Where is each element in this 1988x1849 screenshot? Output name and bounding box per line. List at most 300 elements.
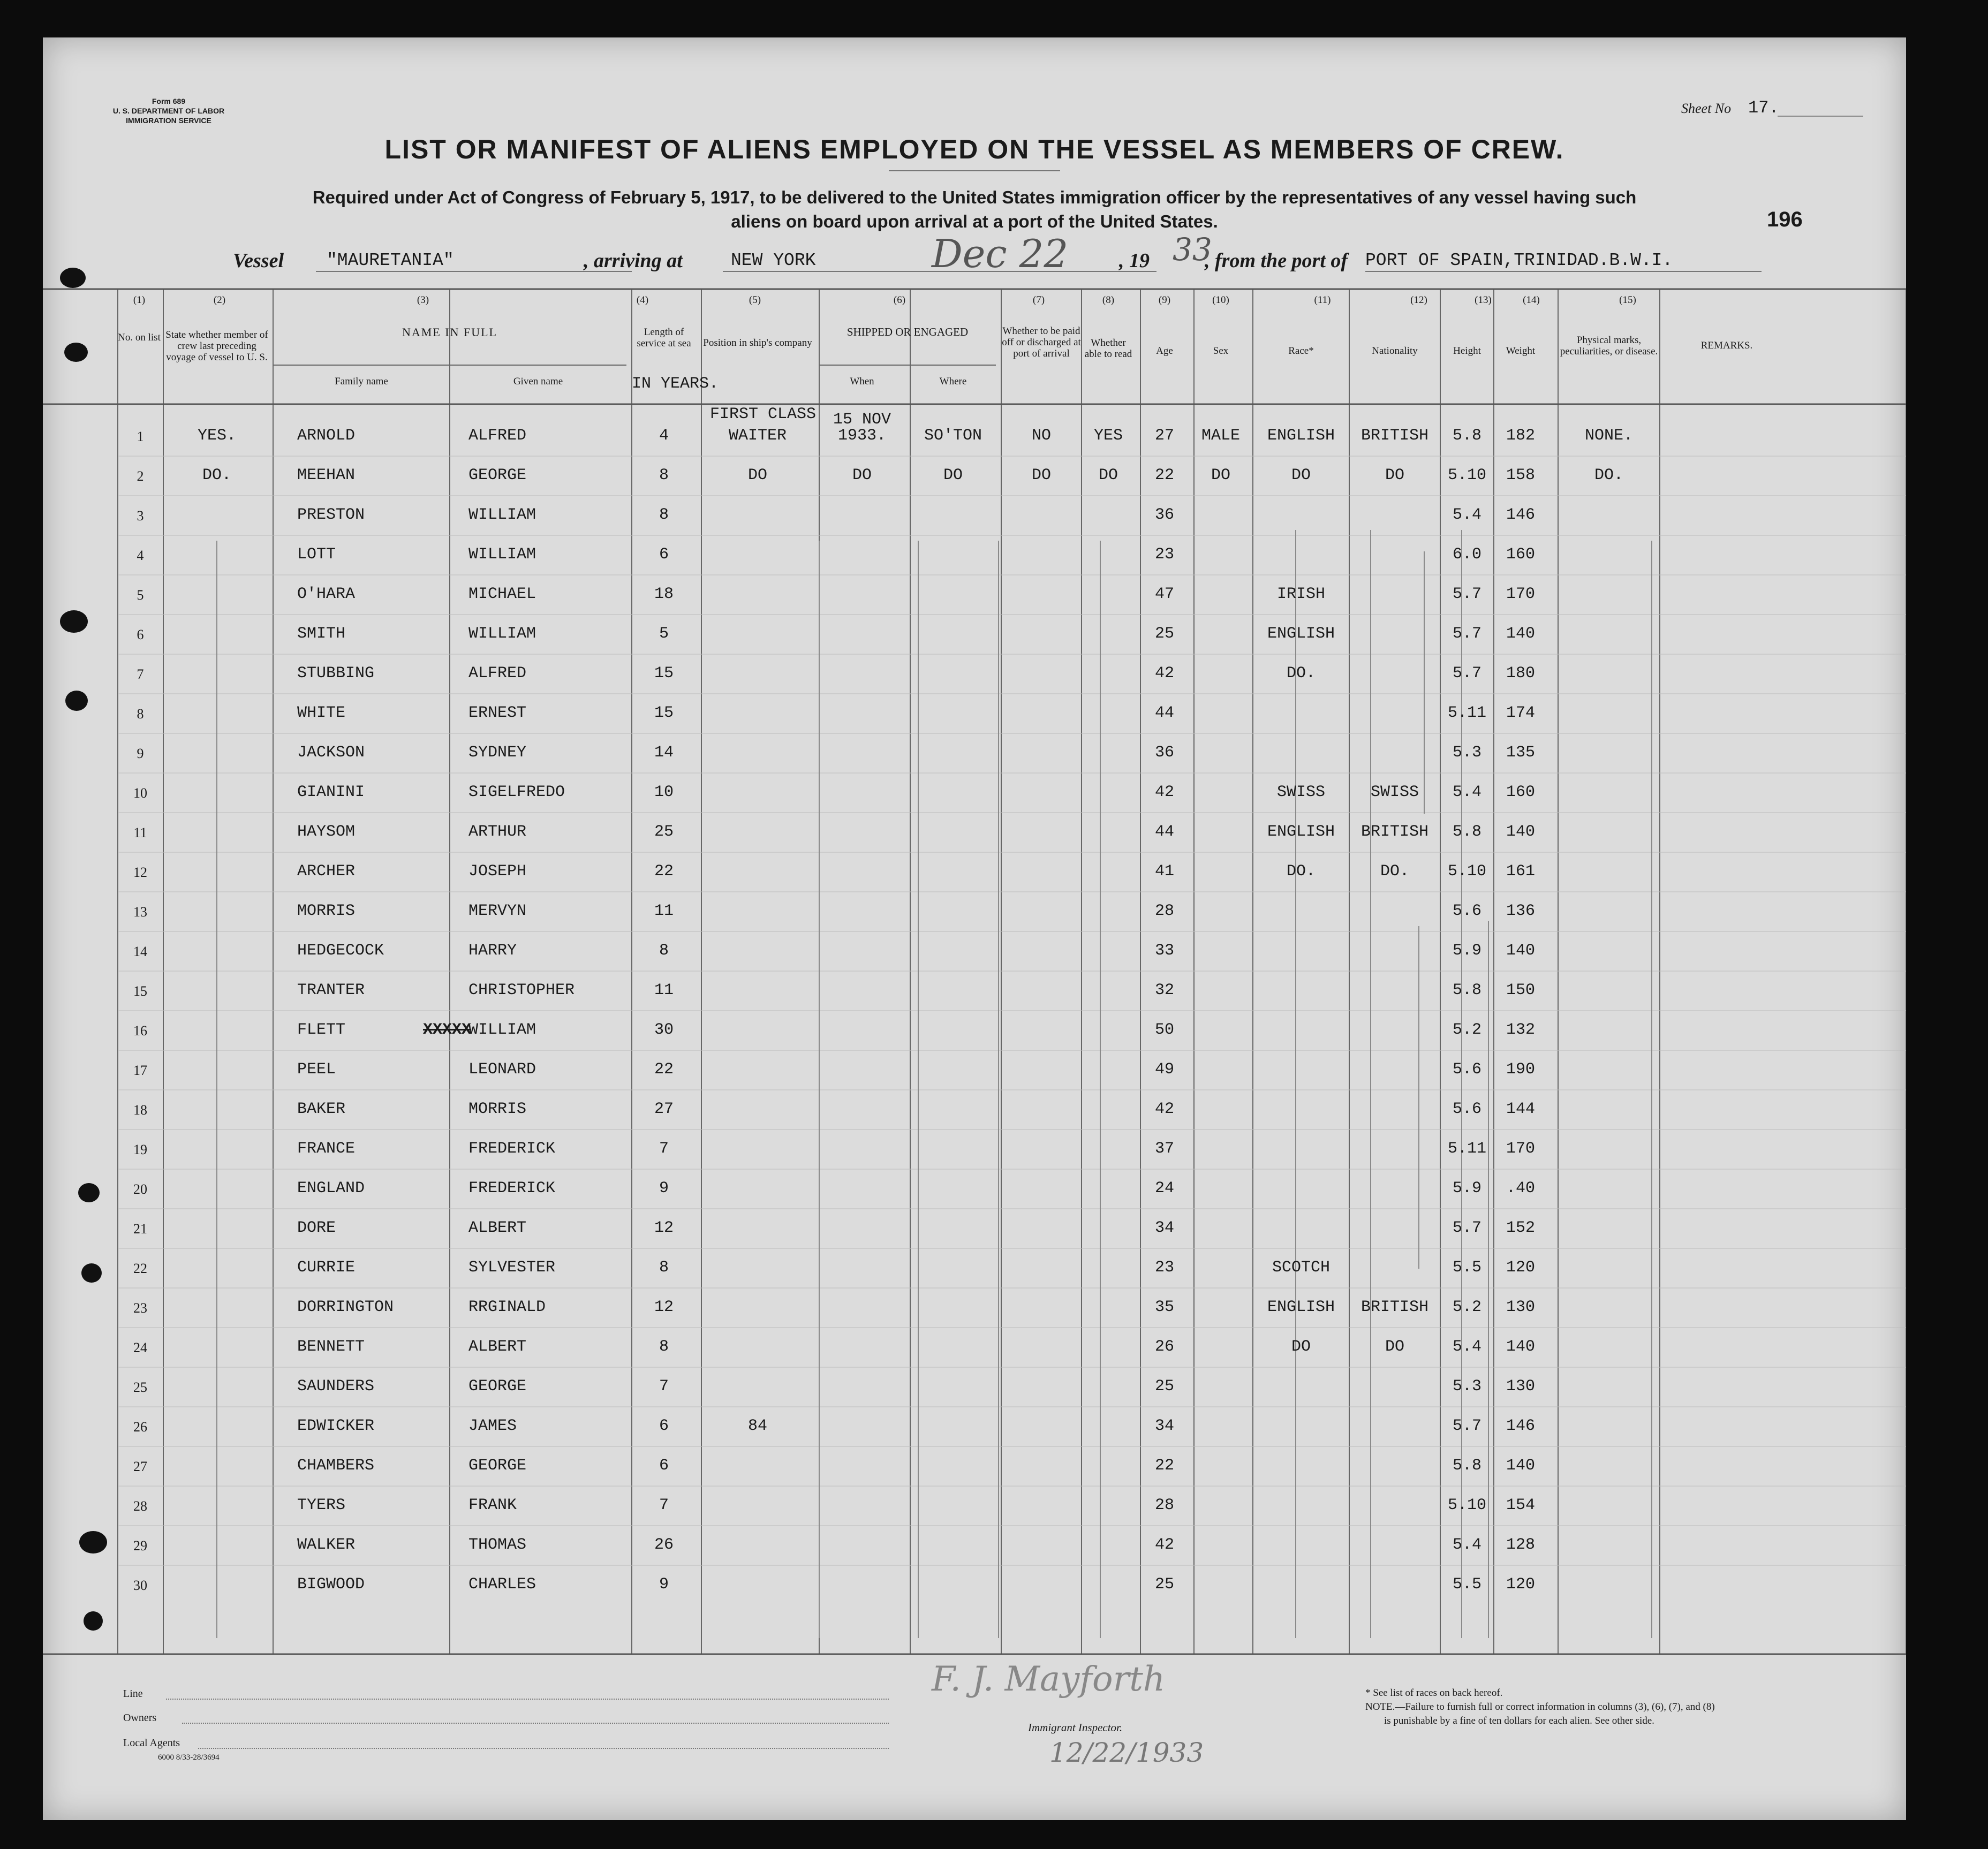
position: FIRST CLASS — [709, 405, 817, 423]
family-name: HEDGECOCK — [297, 942, 384, 960]
department-name: U. S. DEPARTMENT OF LABOR — [112, 107, 225, 115]
row-number: 8 — [137, 706, 144, 722]
length-of-service: 8 — [659, 1259, 669, 1277]
header-able-to-read: Whether able to read — [1084, 337, 1132, 360]
form-number: Form 689 — [152, 97, 186, 105]
row-number: 29 — [133, 1538, 147, 1554]
given-name: MERVYN — [468, 902, 527, 920]
row-number: 28 — [133, 1498, 147, 1514]
length-of-service: 8 — [659, 942, 669, 960]
nationality: BRITISH — [1360, 823, 1429, 841]
weight: 140 — [1506, 823, 1535, 841]
age: 36 — [1154, 506, 1174, 524]
weight: 170 — [1506, 585, 1535, 603]
weight: 190 — [1506, 1060, 1535, 1079]
row-number: 1 — [137, 429, 144, 444]
note-races: * See list of races on back hereof. — [1365, 1687, 1503, 1699]
header-length-of-service: Length of service at sea — [637, 327, 691, 349]
given-name: WILLIAM — [468, 545, 536, 564]
weight: 161 — [1506, 862, 1535, 881]
weight: 158 — [1506, 466, 1535, 484]
height: 5.4 — [1452, 506, 1481, 524]
vessel-name: "MAURETANIA" — [327, 251, 454, 270]
sheet-number-label: Sheet No — [1681, 101, 1732, 116]
weight: 180 — [1506, 664, 1535, 683]
header-no-on-list: No. on list — [118, 332, 161, 343]
shipped-when: 15 NOV — [833, 411, 891, 429]
family-name: FLETT — [297, 1021, 346, 1039]
race: DO. — [1286, 664, 1316, 683]
weight: 182 — [1506, 427, 1535, 445]
row-number: 22 — [133, 1261, 147, 1276]
year-prefix: , 19 — [1119, 249, 1150, 272]
row-number: 10 — [133, 785, 147, 801]
length-of-service: 11 — [654, 902, 674, 920]
race: DO. — [1286, 862, 1316, 881]
length-of-service: 5 — [659, 625, 669, 643]
length-of-service: 12 — [654, 1298, 674, 1316]
given-name: RRGINALD — [468, 1298, 546, 1316]
height: 5.8 — [1452, 1457, 1481, 1475]
age: 33 — [1154, 942, 1174, 960]
col-num-5: (5) — [749, 294, 761, 306]
length-of-service: 6 — [659, 1457, 669, 1475]
height: 5.5 — [1452, 1259, 1481, 1277]
height: 5.4 — [1452, 1338, 1481, 1356]
col-num-7: (7) — [1032, 294, 1045, 306]
weight: 152 — [1506, 1219, 1535, 1237]
col-num-1: (1) — [133, 294, 146, 306]
age: 25 — [1154, 1575, 1174, 1594]
given-name: CHRISTOPHER — [468, 981, 575, 999]
footer-owners-rule — [182, 1723, 889, 1724]
header-name-in-full: NAME IN FULL — [402, 325, 497, 339]
age: 42 — [1154, 1536, 1174, 1554]
footer-owners-label: Owners — [123, 1712, 157, 1724]
given-name: WILLIAM — [468, 625, 536, 643]
age: 49 — [1154, 1060, 1174, 1079]
col-num-4: (4) — [636, 294, 649, 306]
given-name: ALFRED — [468, 664, 527, 683]
height: 5.10 — [1447, 862, 1486, 881]
height: 5.7 — [1452, 1417, 1481, 1435]
footer-agents-rule — [198, 1748, 889, 1749]
nationality: DO. — [1380, 862, 1409, 881]
family-name: BIGWOOD — [297, 1575, 365, 1594]
weight: 146 — [1506, 1417, 1535, 1435]
family-name: CHAMBERS — [297, 1457, 375, 1475]
given-name: GEORGE — [468, 1457, 527, 1475]
weight: 136 — [1506, 902, 1535, 920]
row-number: 3 — [137, 508, 144, 524]
from-port-label: , from the port of — [1205, 249, 1348, 272]
header-state-whether: State whether member of crew last preceding voyage of vessel to U. S. — [165, 329, 268, 363]
subtitle-line-1: Required under Act of Congress of February 5, 1917, to be delivered to the United States immigration officer by the representatives of any vessel having such — [312, 187, 1637, 207]
length-unit-label: IN YEARS. — [632, 375, 719, 393]
given-name: SYLVESTER — [468, 1259, 556, 1277]
col-num-2: (2) — [213, 294, 226, 306]
weight: 120 — [1506, 1575, 1535, 1594]
given-name: ALBERT — [468, 1338, 527, 1356]
family-name: CURRIE — [297, 1259, 356, 1277]
age: 44 — [1154, 704, 1174, 722]
weight: 130 — [1506, 1298, 1535, 1316]
state-whether-value: DO. — [202, 466, 231, 484]
weight: 174 — [1506, 704, 1535, 722]
row-number: 17 — [133, 1063, 147, 1078]
family-name: STUBBING — [297, 664, 375, 683]
form-header — [102, 96, 236, 125]
row-number: 27 — [133, 1459, 147, 1474]
height: 5.8 — [1452, 981, 1481, 999]
age: 26 — [1154, 1338, 1174, 1356]
age: 23 — [1154, 545, 1174, 564]
family-name: DORE — [297, 1219, 336, 1237]
row-number: 6 — [137, 627, 144, 642]
header-position: Position in ship's company — [703, 337, 812, 348]
sheet-number-underline — [1778, 116, 1863, 117]
inspector-label: Immigrant Inspector. — [1028, 1721, 1123, 1734]
shipped-when: 1933. — [837, 427, 886, 445]
manifest-title: LIST OR MANIFEST OF ALIENS EMPLOYED ON THE VESSEL AS MEMBERS OF CREW. — [384, 134, 1564, 164]
row-number: 18 — [133, 1102, 147, 1118]
height: 5.8 — [1452, 427, 1481, 445]
given-name: JOSEPH — [468, 862, 527, 881]
age: 23 — [1154, 1259, 1174, 1277]
inspector-date: 12/22/1933 — [1049, 1737, 1204, 1768]
given-name: FRANK — [468, 1496, 517, 1514]
given-name: CHARLES — [468, 1575, 536, 1594]
age: 25 — [1154, 1377, 1174, 1396]
weight: 154 — [1506, 1496, 1535, 1514]
height: 5.2 — [1452, 1298, 1481, 1316]
length-of-service: 14 — [654, 744, 674, 762]
height: 6.0 — [1452, 545, 1481, 564]
header-nationality: Nationality — [1372, 345, 1418, 357]
header-weight: Weight — [1506, 345, 1536, 357]
family-name: ARNOLD — [297, 427, 356, 445]
binder-hole — [65, 691, 88, 711]
length-of-service: 9 — [659, 1575, 669, 1594]
height: 5.7 — [1452, 625, 1481, 643]
weight: 120 — [1506, 1259, 1535, 1277]
given-name: MICHAEL — [468, 585, 536, 603]
length-of-service: 6 — [659, 1417, 669, 1435]
row-number: 20 — [133, 1181, 147, 1197]
nationality: BRITISH — [1360, 1298, 1429, 1316]
weight: 135 — [1506, 744, 1535, 762]
height: 5.7 — [1452, 664, 1481, 683]
weight: 160 — [1506, 783, 1535, 801]
header-race: Race* — [1288, 345, 1314, 357]
age: 27 — [1154, 427, 1174, 445]
length-of-service: 8 — [659, 506, 669, 524]
col-num-9: (9) — [1158, 294, 1171, 306]
note-line-1: NOTE.—Failure to furnish full or correct information in columns (3), (6), (7), and (8) — [1365, 1701, 1715, 1712]
row-number: 7 — [137, 666, 144, 682]
row-number: 16 — [133, 1023, 147, 1039]
height: 5.9 — [1452, 1179, 1481, 1198]
binder-hole — [64, 343, 88, 362]
family-name: TYERS — [297, 1496, 346, 1514]
age: 34 — [1154, 1417, 1174, 1435]
title-rule — [889, 170, 1060, 171]
age: 22 — [1154, 1457, 1174, 1475]
given-name: JAMES — [468, 1417, 517, 1435]
header-paid-off: Whether to be paid off or discharged at port of arrival — [1002, 325, 1081, 359]
note-line-2: is punishable by a fine of ten dollars for each alien. See other side. — [1384, 1715, 1654, 1726]
family-name: O'HARA — [297, 585, 356, 603]
height: 5.6 — [1452, 902, 1481, 920]
family-name: BAKER — [297, 1100, 346, 1118]
binder-hole — [84, 1611, 103, 1631]
race: ENGLISH — [1267, 823, 1335, 841]
given-name: THOMAS — [468, 1536, 527, 1554]
age: 28 — [1154, 902, 1174, 920]
family-name: WHITE — [297, 704, 346, 722]
height: 5.4 — [1452, 783, 1481, 801]
length-of-service: 30 — [654, 1021, 674, 1039]
family-name: ENGLAND — [297, 1179, 365, 1198]
binder-hole — [81, 1263, 102, 1283]
given-name: SYDNEY — [468, 744, 527, 762]
race: SWISS — [1276, 783, 1325, 801]
height: 5.3 — [1452, 1377, 1481, 1396]
binder-hole — [60, 268, 86, 288]
height: 5.6 — [1452, 1100, 1481, 1118]
age: 42 — [1154, 664, 1174, 683]
header-age: Age — [1156, 345, 1173, 357]
position: WAITER — [728, 427, 787, 445]
length-of-service: 10 — [654, 783, 674, 801]
paid-off: NO — [1031, 427, 1051, 445]
length-of-service: 12 — [654, 1219, 674, 1237]
family-name: GIANINI — [297, 783, 365, 801]
shipped-where: DO — [943, 466, 963, 484]
age: 42 — [1154, 783, 1174, 801]
weight: 140 — [1506, 1457, 1535, 1475]
given-name: LEONARD — [468, 1060, 536, 1079]
physical-marks: NONE. — [1584, 427, 1633, 445]
family-name: PEEL — [297, 1060, 336, 1079]
physical-marks: DO. — [1594, 466, 1623, 484]
age: 44 — [1154, 823, 1174, 841]
header-when: When — [850, 376, 874, 387]
race: DO — [1291, 466, 1311, 484]
row-number: 12 — [133, 865, 147, 880]
height: 5.4 — [1452, 1536, 1481, 1554]
age: 32 — [1154, 981, 1174, 999]
age: 28 — [1154, 1496, 1174, 1514]
given-name: MORRIS — [468, 1100, 527, 1118]
from-port-underline — [1365, 271, 1762, 272]
nationality: DO — [1385, 466, 1404, 484]
state-whether-value: YES. — [197, 427, 236, 445]
weight: 132 — [1506, 1021, 1535, 1039]
col-num-8: (8) — [1102, 294, 1115, 306]
footer-line-label: Line — [123, 1688, 143, 1700]
length-of-service: 22 — [654, 862, 674, 881]
age: 50 — [1154, 1021, 1174, 1039]
family-name: DORRINGTON — [297, 1298, 394, 1316]
footer-print-code: 6000 8/33-28/3694 — [158, 1753, 220, 1762]
nationality: BRITISH — [1360, 427, 1429, 445]
race: DO — [1291, 1338, 1311, 1356]
binder-hole — [60, 610, 88, 633]
race: IRISH — [1276, 585, 1325, 603]
height: 5.9 — [1452, 942, 1481, 960]
length-of-service: 25 — [654, 823, 674, 841]
position: 84 — [747, 1417, 767, 1435]
weight: 128 — [1506, 1536, 1535, 1554]
length-of-service: 7 — [659, 1496, 669, 1514]
header-family-name: Family name — [335, 376, 388, 387]
from-port: PORT OF SPAIN,TRINIDAD.B.W.I. — [1365, 251, 1673, 270]
height: 5.7 — [1452, 585, 1481, 603]
family-name: WALKER — [297, 1536, 356, 1554]
age: 34 — [1154, 1219, 1174, 1237]
given-name: WILLIAM — [468, 1021, 536, 1039]
row-number: 26 — [133, 1419, 147, 1435]
nationality: DO — [1385, 1338, 1404, 1356]
header-shipped-or-engaged: SHIPPED OR ENGAGED — [846, 325, 969, 338]
race: ENGLISH — [1267, 1298, 1335, 1316]
family-name: PRESTON — [297, 506, 365, 524]
page-number: 196 — [1767, 208, 1803, 231]
given-name: GEORGE — [468, 1377, 527, 1396]
col-num-13: (13) — [1475, 294, 1492, 306]
manifest-sheet — [43, 37, 1906, 1820]
inspector-signature: F. J. Mayforth — [932, 1659, 1166, 1699]
row-number: 21 — [133, 1221, 147, 1237]
given-name: ARTHUR — [468, 823, 527, 841]
age: 47 — [1154, 585, 1174, 603]
col-num-3: (3) — [417, 294, 429, 306]
col-num-15: (15) — [1619, 294, 1636, 306]
height: 5.7 — [1452, 1219, 1481, 1237]
subtitle-line-2: aliens on board upon arrival at a port of the United States. — [731, 211, 1218, 231]
header-physical-marks: Physical marks, peculiarities, or disease. — [1560, 335, 1658, 357]
family-name: MORRIS — [297, 902, 356, 920]
age: 36 — [1154, 744, 1174, 762]
family-name: SAUNDERS — [297, 1377, 375, 1396]
able-to-read: YES — [1093, 427, 1123, 445]
given-name: FREDERICK — [468, 1179, 556, 1198]
height: 5.11 — [1447, 1140, 1486, 1158]
header-where: Where — [939, 376, 967, 387]
height: 5.2 — [1452, 1021, 1481, 1039]
race: ENGLISH — [1267, 427, 1335, 445]
family-name: SMITH — [297, 625, 346, 643]
length-of-service: 7 — [659, 1140, 669, 1158]
family-name: HAYSOM — [297, 823, 356, 841]
height: 5.10 — [1447, 1496, 1486, 1514]
year-handwritten: 33 — [1173, 231, 1212, 268]
row-number: 9 — [137, 746, 144, 761]
header-height: Height — [1453, 345, 1481, 357]
length-of-service: 6 — [659, 545, 669, 564]
arriving-label: , arriving at — [584, 249, 683, 272]
length-of-service: 22 — [654, 1060, 674, 1079]
binder-hole — [78, 1183, 100, 1202]
header-sex: Sex — [1213, 345, 1229, 357]
height: 5.8 — [1452, 823, 1481, 841]
age: 37 — [1154, 1140, 1174, 1158]
family-name: TRANTER — [297, 981, 365, 999]
row-number: 13 — [133, 904, 147, 920]
length-of-service: 8 — [659, 1338, 669, 1356]
col-num-10: (10) — [1212, 294, 1229, 306]
given-name: FREDERICK — [468, 1140, 556, 1158]
row-number: 23 — [133, 1300, 147, 1316]
shipped-when: DO — [852, 466, 872, 484]
age: 42 — [1154, 1100, 1174, 1118]
given-name: ALFRED — [468, 427, 527, 445]
length-of-service: 8 — [659, 466, 669, 484]
weight: 130 — [1506, 1377, 1535, 1396]
family-name: EDWICKER — [297, 1417, 375, 1435]
given-name: ERNEST — [468, 704, 527, 722]
footer-local-agents-label: Local Agents — [123, 1737, 180, 1749]
weight: 140 — [1506, 625, 1535, 643]
row-number: 15 — [133, 983, 147, 999]
family-name: JACKSON — [297, 744, 365, 762]
length-of-service: 7 — [659, 1377, 669, 1396]
family-name: ARCHER — [297, 862, 356, 881]
length-of-service: 18 — [654, 585, 674, 603]
given-name: WILLIAM — [468, 506, 536, 524]
row-number: 5 — [137, 587, 144, 603]
age: 35 — [1154, 1298, 1174, 1316]
struck-text: XXXXX — [423, 1021, 472, 1039]
row-number: 19 — [133, 1142, 147, 1157]
height: 5.5 — [1452, 1575, 1481, 1594]
length-of-service: 15 — [654, 704, 674, 722]
arrival-date-handwritten: Dec 22 — [932, 231, 1069, 276]
length-of-service: 11 — [654, 981, 674, 999]
length-of-service: 26 — [654, 1536, 674, 1554]
row-number: 25 — [133, 1380, 147, 1395]
col-num-14: (14) — [1523, 294, 1540, 306]
position: DO — [747, 466, 767, 484]
weight: 144 — [1506, 1100, 1535, 1118]
arriving-port: NEW YORK — [731, 251, 816, 270]
arriving-underline — [723, 271, 942, 272]
footer-line-rule — [166, 1699, 889, 1700]
height: 5.6 — [1452, 1060, 1481, 1079]
age: 22 — [1154, 466, 1174, 484]
shipped-where: SO'TON — [924, 427, 982, 445]
length-of-service: 4 — [659, 427, 669, 445]
age: 41 — [1154, 862, 1174, 881]
row-number: 24 — [133, 1340, 147, 1355]
row-number: 11 — [133, 825, 147, 840]
length-of-service: 27 — [654, 1100, 674, 1118]
binder-hole — [79, 1531, 107, 1554]
given-name: GEORGE — [468, 466, 527, 484]
header-given-name: Given name — [513, 376, 563, 387]
family-name: FRANCE — [297, 1140, 356, 1158]
age: 25 — [1154, 625, 1174, 643]
height: 5.11 — [1447, 704, 1486, 722]
row-number: 14 — [133, 944, 147, 959]
sex: MALE — [1201, 427, 1240, 445]
row-number: 2 — [137, 468, 144, 484]
weight: 140 — [1506, 942, 1535, 960]
weight: 150 — [1506, 981, 1535, 999]
length-of-service: 15 — [654, 664, 674, 683]
family-name: BENNETT — [297, 1338, 365, 1356]
